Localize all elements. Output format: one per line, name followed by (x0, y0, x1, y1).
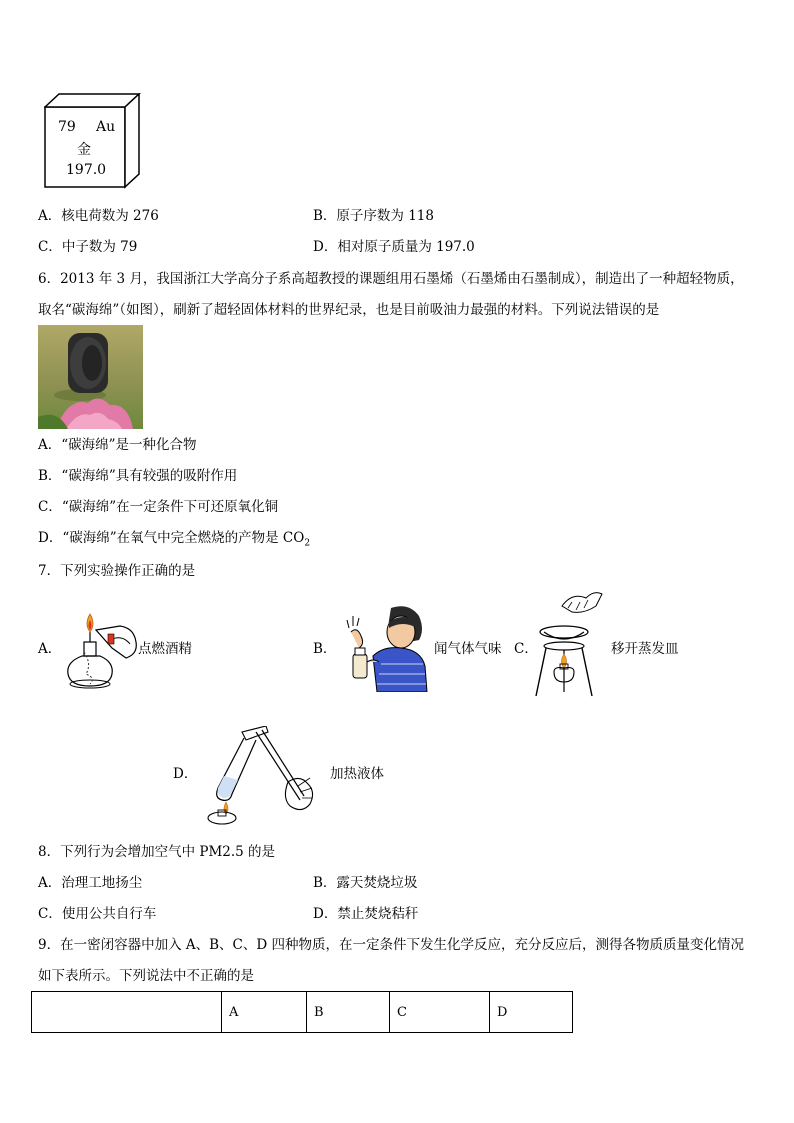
q7-option-d-label: 加热液体 (330, 766, 384, 782)
q7-option-b-label: 闻气体气味 (434, 641, 502, 657)
q8-option-b: B．露天焚烧垃圾 (313, 875, 418, 891)
table-header-cell: C (390, 992, 490, 1033)
mass-change-table (31, 991, 573, 1033)
q5-option-a: A．核电荷数为 276 (38, 208, 159, 224)
q8-stem: 8．下列行为会增加空气中 PM2.5 的是 (38, 844, 276, 860)
q7-option-d-key: D． (173, 766, 198, 782)
heating-liquid-figure (198, 726, 318, 830)
q7-option-b-key: B． (313, 641, 337, 657)
q6-option-a: A．“碳海绵”是一种化合物 (38, 437, 197, 453)
q7-option-c-key: C． (514, 641, 538, 657)
q7-option-a-key: A． (38, 641, 62, 657)
q6-stem-line2: 取名“碳海绵”（如图），刷新了超轻固体材料的世界纪录，也是目前吸油力最强的材料。下列说法错误的是 (38, 302, 660, 318)
q8-option-a: A．治理工地扬尘 (38, 875, 143, 891)
table-header-cell: A (222, 992, 307, 1033)
element-name: 金 (77, 142, 91, 158)
element-tile (44, 93, 142, 189)
table-header-cell: B (307, 992, 390, 1033)
alcohol-lamp-figure (62, 604, 142, 694)
q7-option-a-label: 点燃酒精 (138, 641, 192, 657)
q9-stem-line1: 9．在一密闭容器中加入 A、B、C、D 四种物质，在一定条件下发生化学反应，充分反应后，测得各物质质量变化情况 (38, 937, 744, 953)
q7-stem: 7．下列实验操作正确的是 (38, 563, 196, 579)
element-symbol: Au (96, 119, 116, 135)
table-cell (32, 992, 222, 1033)
q5-option-b: B．原子序数为 118 (313, 208, 434, 224)
q6-option-c: C．“碳海绵”在一定条件下可还原氧化铜 (38, 499, 279, 515)
q7-option-c-label: 移开蒸发皿 (611, 641, 679, 657)
q8-option-d: D．禁止焚烧秸秆 (313, 906, 419, 922)
q6-stem-line1: 6．2013 年 3 月，我国浙江大学高分子系高超教授的课题组用石墨烯（石墨烯由石墨制成），制造出了一种超轻物质， (38, 271, 744, 287)
q6-option-b: B．“碳海绵”具有较强的吸附作用 (38, 468, 238, 484)
q9-stem-line2: 如下表所示。下列说法中不正确的是 (38, 968, 254, 984)
smelling-gas-figure (343, 600, 429, 696)
carbon-sponge-photo (38, 325, 143, 429)
table-header-cell: D (490, 992, 573, 1033)
q5-option-c: C．中子数为 79 (38, 239, 138, 255)
evaporating-dish-figure (532, 588, 604, 704)
atomic-mass: 197.0 (66, 162, 107, 178)
q6-option-d: D．“碳海绵”在氧气中完全燃烧的产物是 $CO_2$ (38, 530, 311, 549)
atomic-number: 79 (58, 119, 76, 135)
q5-option-d: D．相对原子质量为 197.0 (313, 239, 475, 255)
table-row (32, 992, 573, 1033)
q8-option-c: C．使用公共自行车 (38, 906, 157, 922)
